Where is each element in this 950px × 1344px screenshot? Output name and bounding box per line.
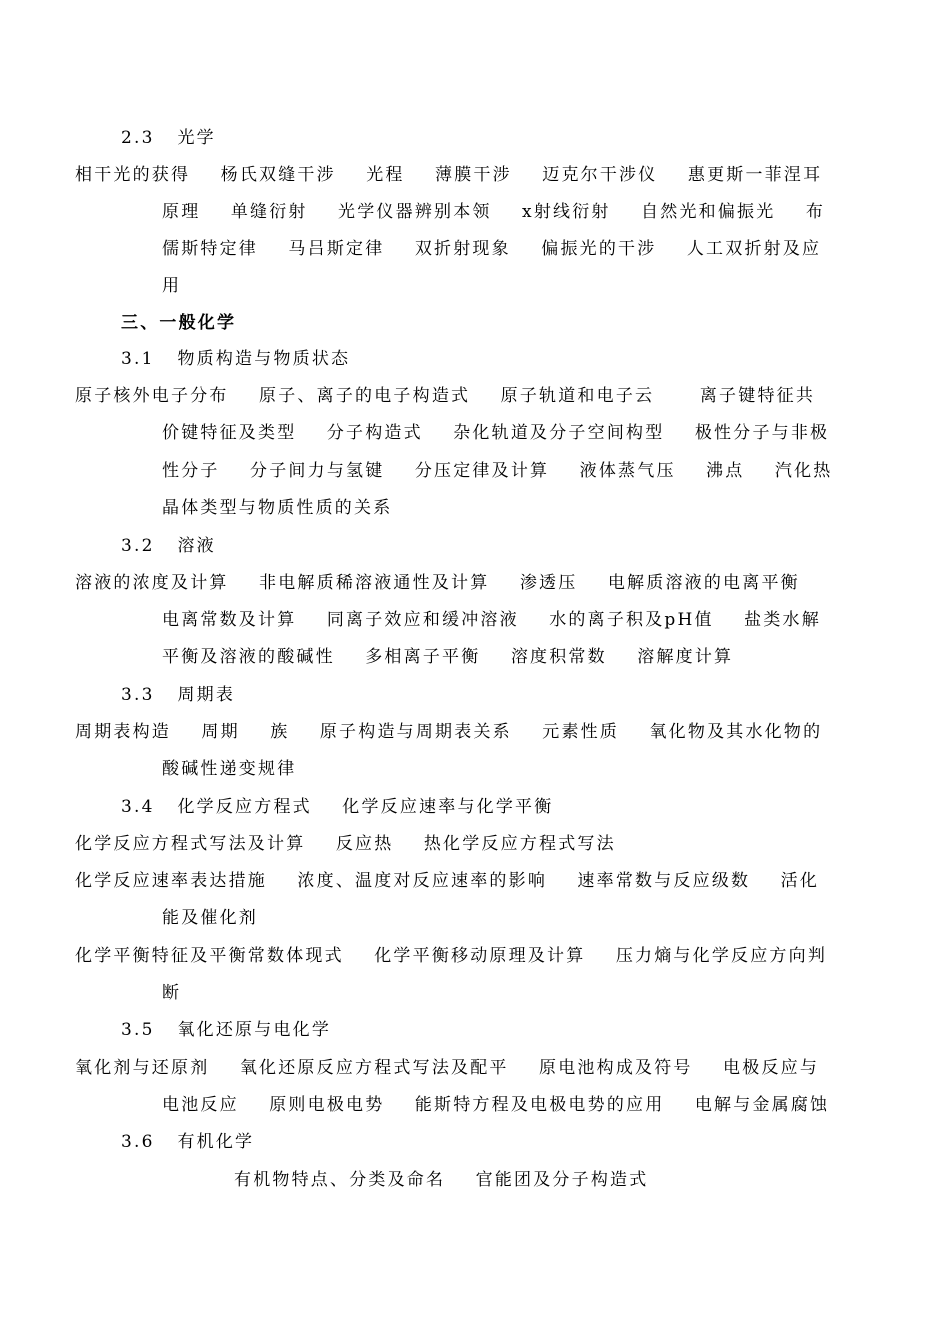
text-line: 性分子 分子间力与氢键 分压定律及计算 液体蒸气压 沸点 汽化热 bbox=[162, 461, 833, 481]
text-line: 电池反应 原则电极电势 能斯特方程及电极电势的应用 电解与金属腐蚀 bbox=[162, 1095, 830, 1115]
section-heading-3-6: 3.6 有机化学 bbox=[121, 1132, 255, 1152]
text-line: 平衡及溶液的酸碱性 多相离子平衡 溶度积常数 溶解度计算 bbox=[162, 647, 734, 667]
text-line: 原子核外电子分布 原子、离子的电子构造式 原子轨道和电子云 离子键特征共 bbox=[75, 386, 816, 406]
text-line: 化学平衡特征及平衡常数体现式 化学平衡移动原理及计算 压力熵与化学反应方向判 bbox=[75, 946, 828, 966]
text-line: 氧化剂与还原剂 氧化还原反应方程式写法及配平 原电池构成及符号 电极反应与 bbox=[75, 1058, 820, 1078]
section-heading-2-3: 2.3 光学 bbox=[121, 128, 216, 148]
text-line: 溶液的浓度及计算 非电解质稀溶液通性及计算 渗透压 电解质溶液的电离平衡 bbox=[75, 573, 800, 593]
text-line: 原理 单缝衍射 光学仪器辨别本领 x射线衍射 自然光和偏振光 布 bbox=[162, 202, 826, 222]
text-line: 化学反应方程式写法及计算 反应热 热化学反应方程式写法 bbox=[75, 834, 616, 854]
text-line: 儒斯特定律 马吕斯定律 双折射现象 偏振光的干涉 人工双折射及应 bbox=[162, 239, 822, 259]
text-line: 电离常数及计算 同离子效应和缓冲溶液 水的离子积及pH值 盐类水解 bbox=[162, 610, 821, 630]
text-line: 能及催化剂 bbox=[162, 908, 258, 928]
chapter-heading-general-chemistry: 三、一般化学 bbox=[121, 313, 237, 333]
section-heading-3-5: 3.5 氧化还原与电化学 bbox=[121, 1020, 332, 1040]
section-heading-3-3: 3.3 周期表 bbox=[121, 685, 236, 705]
text-line: 用 bbox=[162, 276, 182, 296]
section-heading-3-1: 3.1 物质构造与物质状态 bbox=[121, 349, 351, 369]
text-line: 价键特征及类型 分子构造式 杂化轨道及分子空间构型 极性分子与非极 bbox=[162, 423, 830, 443]
text-line: 酸碱性递变规律 bbox=[162, 759, 297, 779]
text-line: 相干光的获得 杨氏双缝干涉 光程 薄膜干涉 迈克尔干涉仪 惠更斯一菲涅耳 bbox=[75, 165, 823, 185]
text-line: 断 bbox=[162, 983, 182, 1003]
text-line: 有机物特点、分类及命名 官能团及分子构造式 bbox=[234, 1170, 649, 1190]
text-line: 晶体类型与物质性质的关系 bbox=[162, 498, 393, 518]
text-line: 化学反应速率表达措施 浓度、温度对反应速率的影响 速率常数与反应级数 活化 bbox=[75, 871, 820, 891]
text-line: 周期表构造 周期 族 原子构造与周期表关系 元素性质 氧化物及其水化物的 bbox=[75, 722, 823, 742]
section-heading-3-4: 3.4 化学反应方程式 化学反应速率与化学平衡 bbox=[121, 797, 554, 817]
section-heading-3-2: 3.2 溶液 bbox=[121, 536, 216, 556]
